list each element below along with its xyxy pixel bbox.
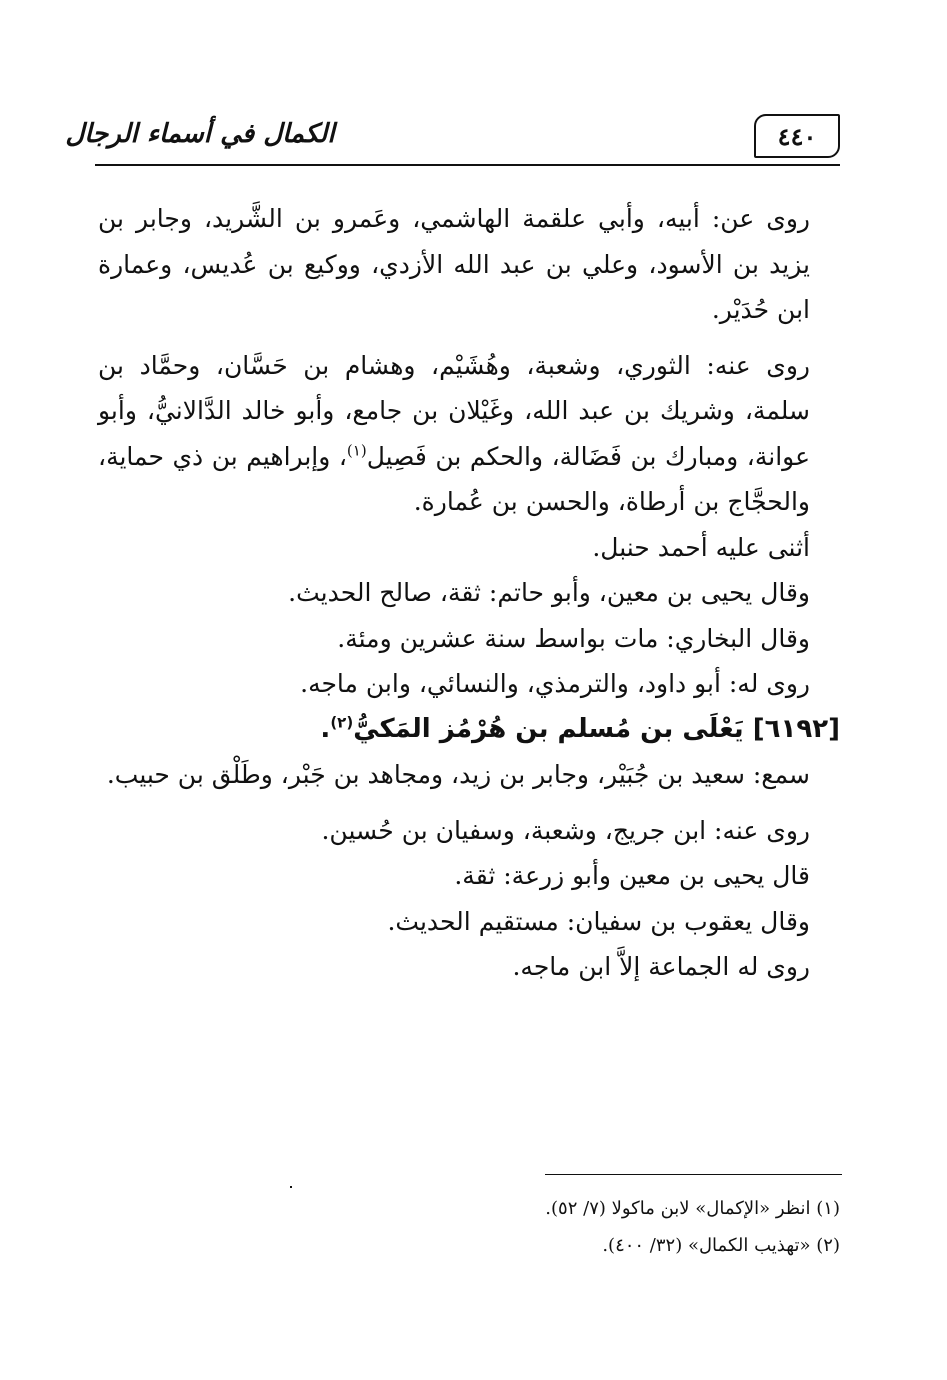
paragraph-ibn-maeen: وقال يحيى بن معين، وأبو حاتم: ثقة، صالح الحديث. xyxy=(288,578,810,607)
footnote-1: (١) انظر «الإكمال» لابن ماكولا (٧/ ٥٢). xyxy=(545,1198,840,1219)
page-number: ٤٤٠ xyxy=(754,114,840,158)
stray-mark xyxy=(290,1186,292,1188)
paragraph-praise: أثنى عليه أحمد حنبل. xyxy=(592,532,810,562)
footnote-ref-2: (٢) xyxy=(330,712,354,731)
book-title: الكمال في أسماء الرجال xyxy=(65,119,335,149)
entry-heading-text: [٦١٩٢] يَعْلَى بن مُسلم بن هُرْمُز المَكيُّ xyxy=(353,713,840,744)
paragraph-bukhari: وقال البخاري: مات بواسط سنة عشرين ومئة. xyxy=(337,623,810,653)
paragraph-narrated-by: روى له: أبو داود، والترمذي، والنسائي، وابن ماجه. xyxy=(300,669,810,698)
main-text xyxy=(98,196,840,990)
paragraph-narrators xyxy=(98,343,840,525)
footnote-ref-1: (١) xyxy=(346,441,367,460)
narrators-text-part2: ، وإبراهيم بن ذي حماية، والحجَّاج بن أرطاة، والحسن بن عُمارة. xyxy=(98,441,810,516)
header-rule xyxy=(95,164,840,166)
paragraph-narrated-from: روى عن: أبيه، وأبي علقمة الهاشمي، وعَمرو بن الشَّريد، وجابر بن يزيد بن الأسود، وعلي بن عبد الله الأزدي، ووكيع بن عُديس، وعمارة ابن حُدَيْر. xyxy=(98,204,810,324)
paragraph-trustworthy: قال يحيى بن معين وأبو زرعة: ثقة. xyxy=(454,861,810,890)
narrators-text-part1: روى عنه: الثوري، وشعبة، وهُشَيْم، وهشام بن حَسَّان، وحمَّاد بن سلمة، وشريك بن عبد الله، وغَيْلان بن جامع، وأبو خالد الدَّالانيُّ، وأبو عوانة، ومبارك بن فَضَالة، والحكم بن فَصِيل xyxy=(98,350,810,471)
paragraph-narrators-2: روى عنه: ابن جريج، وشعبة، وسفيان بن حُسين. xyxy=(321,815,810,845)
footnote-2: (٢) «تهذيب الكمال» (٣٢/ ٤٠٠). xyxy=(602,1235,840,1256)
paragraph-narrated-by-2: روى له الجماعة إلاَّ ابن ماجه. xyxy=(512,952,810,981)
page-header xyxy=(65,100,840,166)
paragraph-yaqub: وقال يعقوب بن سفيان: مستقيم الحديث. xyxy=(387,906,810,936)
footnotes xyxy=(98,1190,840,1264)
paragraph-heard-from: سمع: سعيد بن جُبَيْر، وجابر بن زيد، ومجاهد بن جَبْر، وطَلْق بن حبيب. xyxy=(106,760,810,789)
entry-heading xyxy=(98,707,840,753)
footnote-rule xyxy=(545,1174,842,1175)
entry-heading-end: . xyxy=(320,713,331,744)
